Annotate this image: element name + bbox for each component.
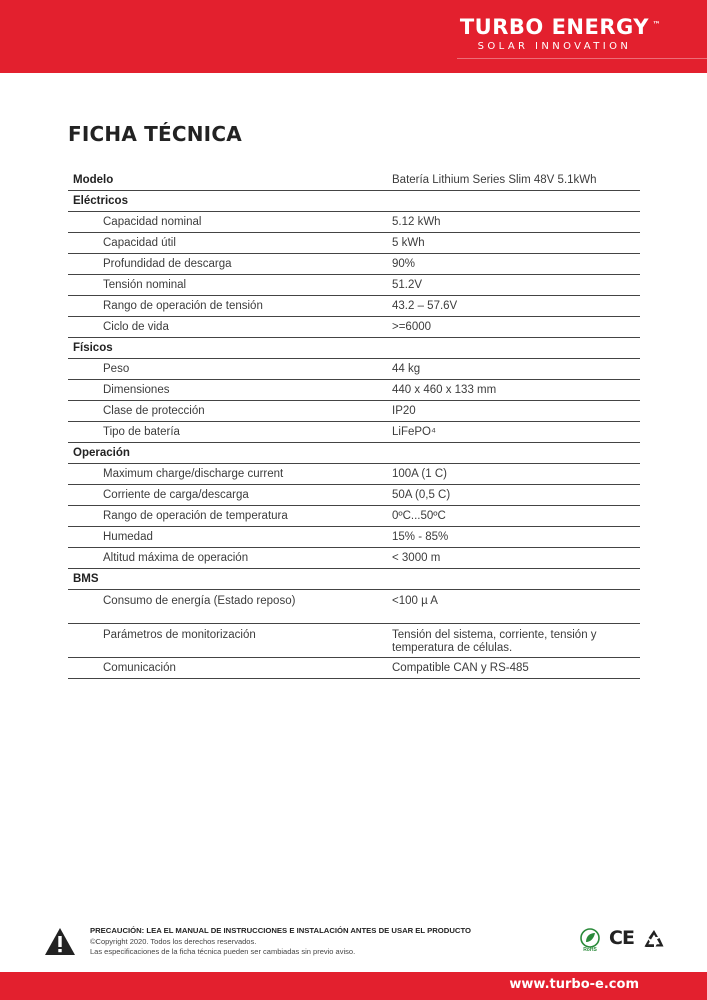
spec-value: Tensión del sistema, corriente, tensión y temperatura de células. <box>392 629 597 654</box>
table-row <box>68 590 640 624</box>
section-title: Físicos <box>73 342 113 354</box>
spec-change-notice: Las especificaciones de la ficha técnica pueden ser cambiadas sin previo aviso. <box>90 947 356 956</box>
spec-label: Humedad <box>103 531 153 543</box>
table-row <box>68 527 640 548</box>
brand-tagline: SOLAR INNOVATION <box>477 41 632 52</box>
model-value: Batería Lithium Series Slim 48V 5.1kWh <box>392 174 597 186</box>
spec-value: 5 kWh <box>392 237 425 249</box>
table-row <box>68 380 640 401</box>
table-row <box>68 624 640 658</box>
table-row <box>68 548 640 569</box>
spec-value: 440 x 460 x 133 mm <box>392 384 497 396</box>
model-label: Modelo <box>73 174 114 186</box>
spec-value: 43.2 – 57.6V <box>392 300 458 312</box>
spec-value: 0ºC...50ºC <box>392 510 446 522</box>
brand-name: TURBO ENERGY ™ <box>459 15 661 39</box>
spec-label: Capacidad útil <box>103 237 176 249</box>
spec-label: Profundidad de descarga <box>103 258 232 270</box>
rohs-label: RoHS <box>583 947 597 952</box>
trademark-symbol: ™ <box>652 20 661 29</box>
spec-value: IP20 <box>392 405 416 417</box>
spec-label: Rango de operación de temperatura <box>103 510 288 522</box>
spec-label: Ciclo de vida <box>103 321 169 333</box>
section-title: BMS <box>73 573 99 585</box>
table-row <box>68 506 640 527</box>
spec-value: LiFePO⁴ <box>392 426 436 438</box>
precaution-text: PRECAUCIÓN: LEA EL MANUAL DE INSTRUCCIONES E INSTALACIÓN ANTES DE USAR EL PRODUCTO <box>90 926 471 935</box>
table-row <box>68 401 640 422</box>
spec-value: 15% - 85% <box>392 531 449 543</box>
spec-value: 90% <box>392 258 416 270</box>
spec-label: Corriente de carga/descarga <box>103 489 249 501</box>
recycle-icon <box>643 929 665 949</box>
section-operacion <box>68 443 640 464</box>
copyright-text: ©Copyright 2020. Todos los derechos reservados. <box>90 936 257 946</box>
section-fisicos <box>68 338 640 359</box>
table-row <box>68 359 640 380</box>
spec-value: Compatible CAN y RS-485 <box>392 662 529 674</box>
spec-value: 5.12 kWh <box>392 216 441 228</box>
spec-label: Dimensiones <box>103 384 170 396</box>
rohs-icon <box>578 928 602 952</box>
section-electricos <box>68 191 640 212</box>
spec-label: Consumo de energía (Estado reposo) <box>103 595 296 607</box>
spec-label: Maximum charge/discharge current <box>103 468 284 480</box>
spec-value: 44 kg <box>392 363 421 375</box>
table-row <box>68 485 640 506</box>
ce-mark-icon: CE <box>609 927 634 949</box>
table-row <box>68 422 640 443</box>
spec-value: < 3000 m <box>392 552 441 564</box>
spec-value: 50A (0,5 C) <box>392 489 451 501</box>
section-title: Operación <box>73 447 130 459</box>
spec-label: Parámetros de monitorización <box>103 629 256 641</box>
model-row <box>68 170 640 191</box>
table-row <box>68 658 640 679</box>
spec-value: 100A (1 C) <box>392 468 447 480</box>
spec-label: Tensión nominal <box>103 279 187 291</box>
table-row <box>68 317 640 338</box>
spec-value: 51.2V <box>392 279 423 291</box>
section-bms <box>68 569 640 590</box>
section-title: Eléctricos <box>73 195 128 207</box>
spec-table <box>68 170 640 679</box>
table-row <box>68 464 640 485</box>
website-link[interactable]: www.turbo-e.com <box>509 977 639 992</box>
warning-icon <box>44 927 76 956</box>
spec-label: Altitud máxima de operación <box>103 552 249 564</box>
table-row <box>68 212 640 233</box>
spec-value: >=6000 <box>392 321 432 333</box>
spec-label: Comunicación <box>103 662 176 674</box>
spec-label: Capacidad nominal <box>103 216 202 228</box>
spec-label: Rango de operación de tensión <box>103 300 263 312</box>
table-row <box>68 296 640 317</box>
spec-value: <100 µ A <box>392 595 438 607</box>
brand-logo <box>459 15 661 54</box>
spec-label: Tipo de batería <box>103 426 180 438</box>
footer-notice <box>90 926 570 958</box>
spec-label: Clase de protección <box>103 405 205 417</box>
table-row <box>68 254 640 275</box>
brand-divider <box>457 58 707 59</box>
spec-label: Peso <box>103 363 130 375</box>
table-row <box>68 275 640 296</box>
page-title: FICHA TÉCNICA <box>68 122 242 146</box>
table-row <box>68 233 640 254</box>
